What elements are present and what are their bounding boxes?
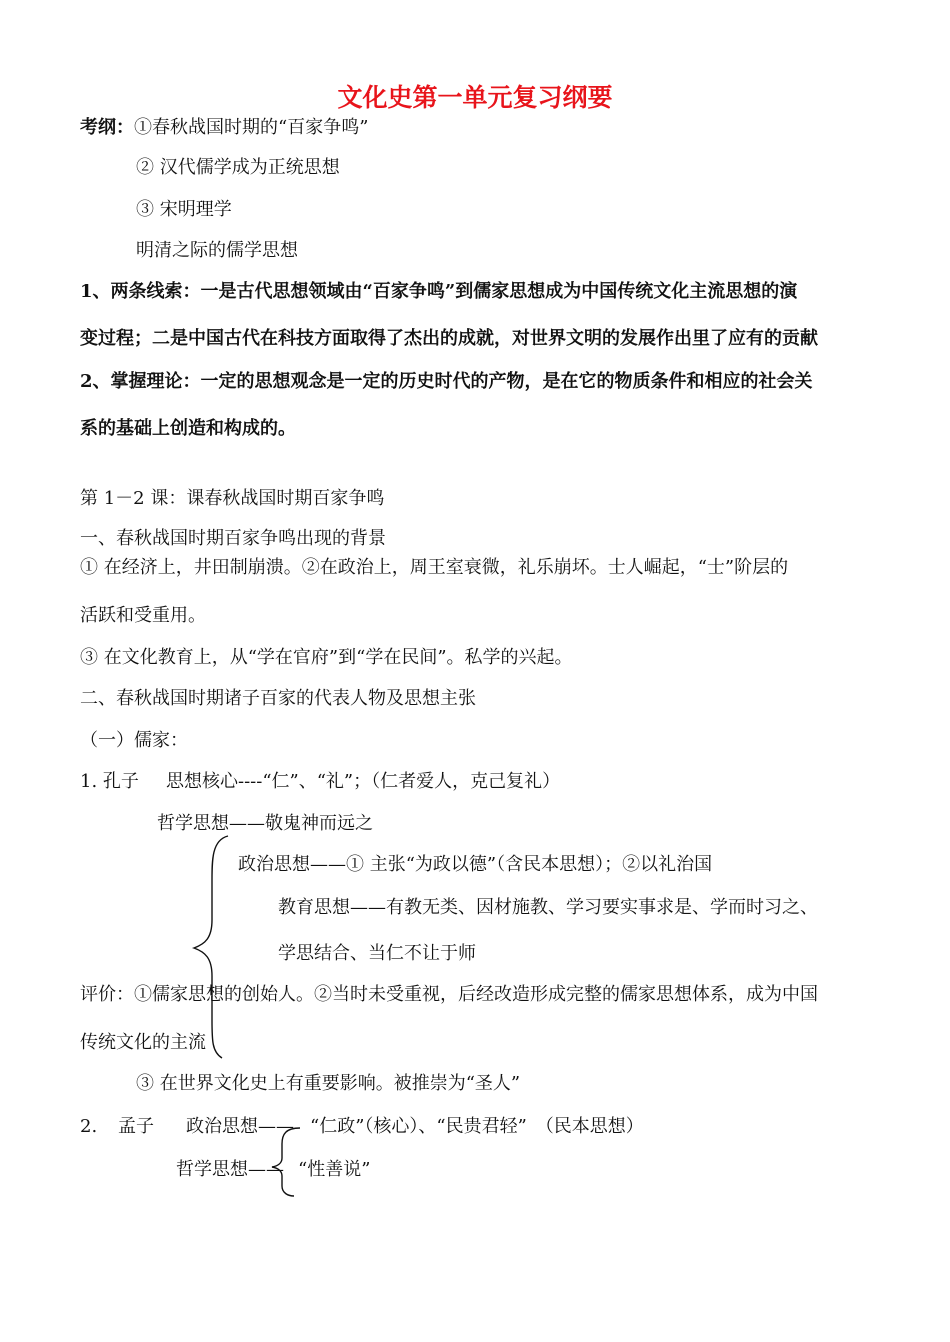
mengzi-politics-label: 政治思想—— (186, 1116, 294, 1137)
theory-line-1: 2、掌握理论：一定的思想观念是一定的历史时代的产物，是在它的物质条件和相应的社会关 (80, 371, 813, 392)
lesson-heading: 第 1－2 课：课春秋战国时期百家争鸣 (80, 488, 385, 509)
kongzi-core-thought: 思想核心----“仁”、“礼”；（仁者爱人，克己复礼） (166, 771, 561, 792)
kaogang-label: 考纲： (80, 117, 134, 138)
kongzi-philosophy: 哲学思想——敬鬼神而远之 (157, 813, 373, 834)
theory-line-2: 系的基础上创造和构成的。 (80, 418, 296, 439)
mengzi-brace (272, 1128, 300, 1196)
mengzi-name: 孟子 (118, 1116, 154, 1137)
kongzi-brace (194, 836, 228, 1058)
mengzi-philosophy-label: 哲学思想—— (176, 1159, 284, 1180)
mengzi-philosophy: “性善说” (298, 1159, 371, 1180)
kongzi-name: 1. 孔子 (80, 771, 139, 792)
kongzi-evaluation-2: 传统文化的主流 (80, 1032, 206, 1053)
mengzi-politics: “仁政”（核心）、“民贵君轻” （民本思想） (310, 1116, 644, 1137)
clue-line-2: 变过程；二是中国古代在科技方面取得了杰出的成就，对世界文明的发展作出里了应有的贡献 (80, 328, 818, 349)
section-heading-2: 二、春秋战国时期诸子百家的代表人物及思想主张 (80, 688, 476, 709)
kaogang-item-2: ② 汉代儒学成为正统思想 (136, 157, 340, 178)
kongzi-evaluation-3: ③ 在世界文化史上有重要影响。被推崇为“圣人” (136, 1073, 521, 1094)
background-line-2: 活跃和受重用。 (80, 605, 206, 626)
page-title: 文化史第一单元复习纲要 (337, 83, 613, 112)
section-heading-1: 一、春秋战国时期百家争鸣出现的背景 (80, 528, 386, 549)
kaogang-item-3: ③ 宋明理学 (136, 199, 232, 220)
clue-line-1: 1、两条线索：一是古代思想领域由“百家争鸣”到儒家思想成为中国传统文化主流思想的演 (80, 281, 798, 302)
kongzi-education-2: 学思结合、当仁不让于师 (278, 943, 476, 964)
kongzi-education-1: 教育思想——有教无类、因材施教、学习要实事求是、学而时习之、 (278, 897, 818, 918)
mengzi-number: 2. (80, 1116, 98, 1137)
kaogang-item-1: ①春秋战国时期的“百家争鸣” (134, 117, 369, 138)
kaogang-item-4: 明清之际的儒学思想 (136, 240, 298, 261)
kongzi-evaluation-1: 评价：①儒家思想的创始人。②当时未受重视，后经改造形成完整的儒家思想体系，成为中国 (80, 984, 818, 1005)
confucian-heading: （一）儒家： (80, 730, 188, 751)
background-line-3: ③ 在文化教育上，从“学在官府”到“学在民间”。私学的兴起。 (80, 647, 573, 668)
kongzi-politics: 政治思想——① 主张“为政以德”（含民本思想）；②以礼治国 (238, 854, 713, 875)
background-line-1: ① 在经济上，井田制崩溃。②在政治上，周王室衰微，礼乐崩坏。士人崛起，“士”阶层的 (80, 557, 789, 578)
